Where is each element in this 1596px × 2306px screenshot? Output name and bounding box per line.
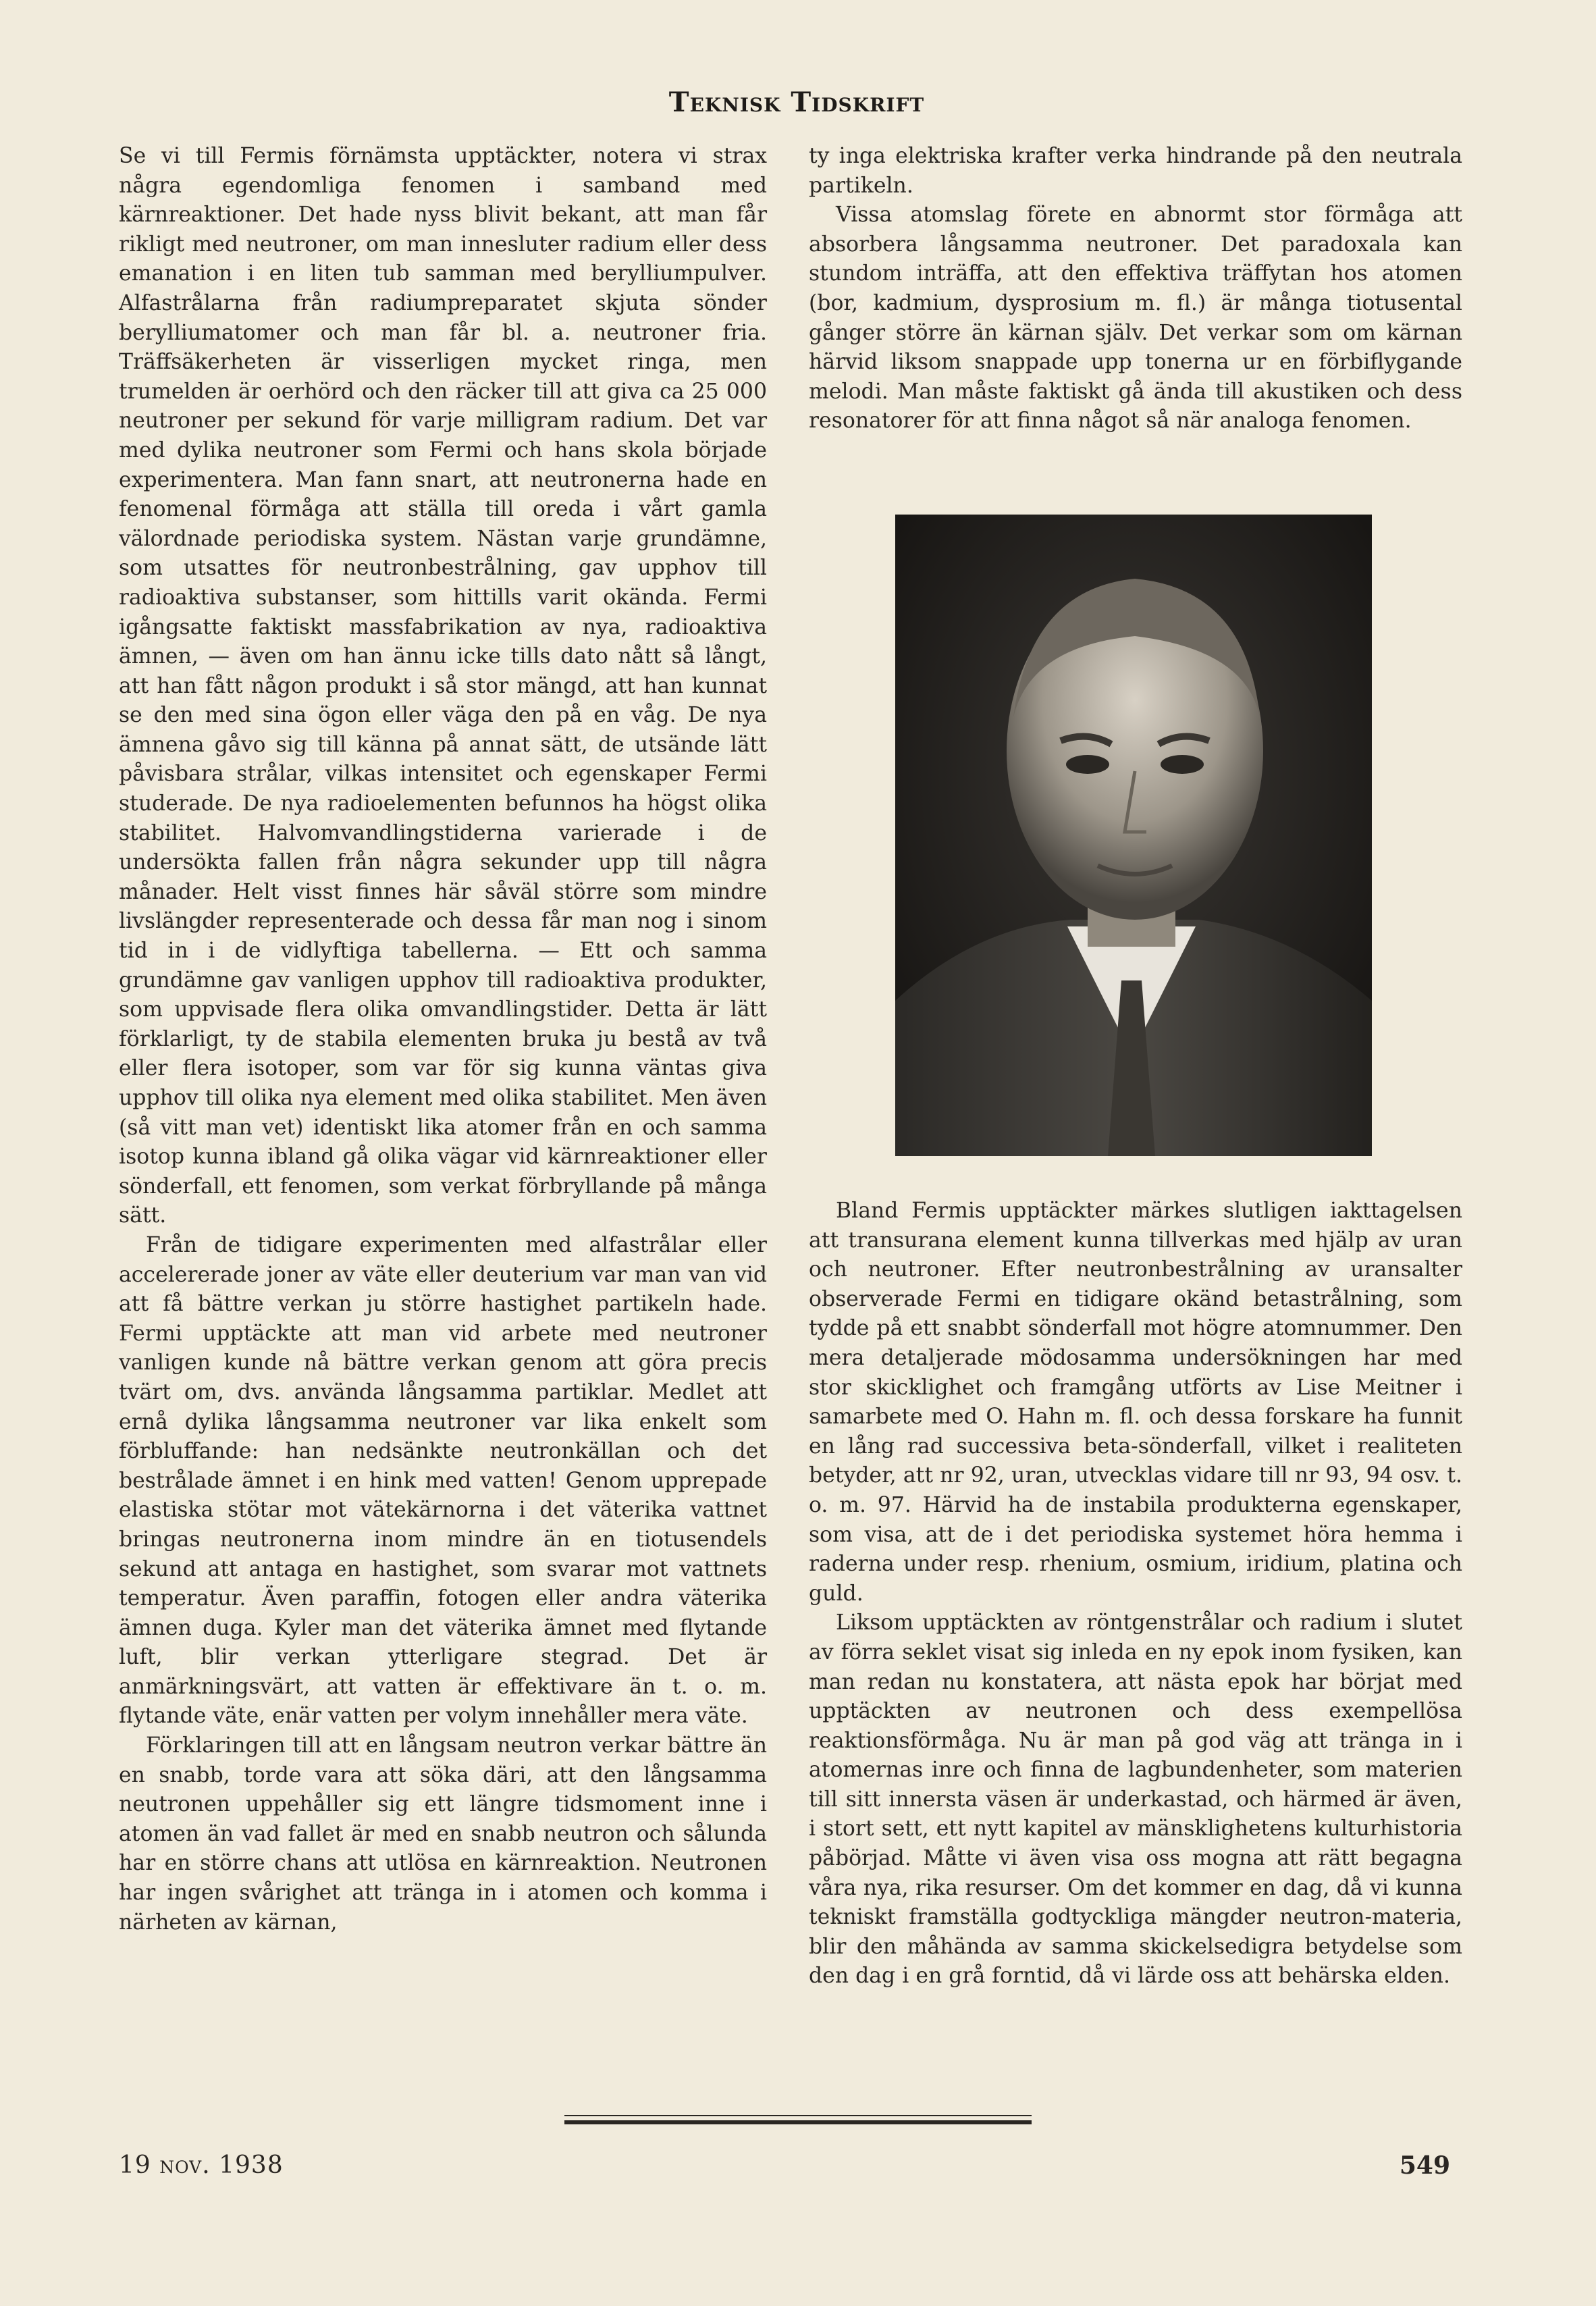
paragraph: Från de tidigare experimenten med alfastrålar eller accelererade joner av väte eller deuterium var man van vid att få bättre verkan ju större hastighet partikeln hade. Fermi upptäckte att man vid arbete med neutroner vanligen kunde nå bättre verkan genom att göra precis tvärt om, dvs. använda långsamma partiklar. Medlet att ernå dylika långsamma neutroner var lika enkelt som förbluffande: han nedsänkte neutronkällan och det bestrålade ämnet i en hink med vatten! Genom upprepade elastiska stötar mot vätekärnorna i det väterika vattnet bringas neutronerna inom mindre än en tiotusendels sekund att antaga en hastighet, som svarar mot vattnets temperatur. Även paraffin, fotogen eller andra väterika ämnen duga. Kyler man det väterika ämnet med flytande luft, blir verkan ytterligare stegrad. Det är anmärkningsvärt, att vatten är effektivare än t. o. m. flytande väte, enär vatten per volym innehåller mera väte. bbox=[119, 1232, 767, 1729]
paragraph: Förklaringen till att en långsam neutron verkar bättre än en snabb, torde vara att söka däri, att den långsamma neutronen uppehåller sig ett längre tidsmoment inne i atomen än vad fallet är med en snabb neutron och sålunda har en större chans att utlösa en kärnreaktion. Neutronen har ingen svårighet att tränga in i atomen och komma i närheten av kärnan, bbox=[119, 1733, 767, 1935]
issue-date: 19 nov. 1938 bbox=[119, 2151, 284, 2179]
paragraph: ty inga elektriska krafter verka hindrande på den neutrala partikeln. bbox=[809, 144, 1462, 198]
left-column bbox=[119, 142, 767, 1937]
rule-thin bbox=[564, 2115, 1032, 2116]
journal-title: Teknisk Tidskrift bbox=[668, 86, 925, 118]
paragraph: Bland Fermis upptäckter märkes slutligen iakttagelsen att transurana element kunna tillverkas med hjälp av uran och neutroner. Efter neutronbestrålning av uransalter observerade Fermi en tidigare okänd betastrålning, som tydde på ett snabbt sönderfall mot högre atomnummer. Den mera detaljerade mödosamma undersökningen har med stor skicklighet och framgång utförts av Lise Meitner i samarbete med O. Hahn m. fl. och dessa forskare ha funnit en lång rad successiva beta-sönderfall, vilket i realiteten betyder, att nr 92, uran, utvecklas vidare till nr 93, 94 osv. t. o. m. 97. Härvid ha de instabila produkterna egenskaper, som visa, att de i det periodiska systemet höra hemma i raderna under resp. rhenium, osmium, iridium, platina och guld. bbox=[809, 1199, 1462, 1606]
right-column-bottom bbox=[809, 1197, 1462, 1991]
right-column-top bbox=[809, 142, 1462, 436]
portrait-photo bbox=[895, 515, 1372, 1156]
footer-rule bbox=[564, 2115, 1032, 2124]
paragraph: Liksom upptäckten av röntgenstrålar och radium i slutet av förra seklet visat sig inleda en ny epok inom fysiken, kan man redan nu konstatera, att nästa epok har börjat med upptäckten av neutronen och dess exempellösa reaktionsförmåga. Nu är man på god väg att tränga in i atomernas inre och finna de lagbundenheter, som materien till sitt innersta väsen är underkastad, och härmed är även, i stort sett, ett nytt kapitel av mänsklighetens kulturhistoria påbörjad. Måtte vi även visa oss mogna att rätt begagna våra nya, rika resurser. Om det kommer en dag, då vi kunna tekniskt framställa godtyckliga mängder neutron-materia, blir den måhända av samma skickelsedigra betydelse som den dag i en grå forntid, då vi lärde oss att behärska elden. bbox=[809, 1610, 1462, 1989]
rule-thick bbox=[564, 2120, 1032, 2124]
paragraph: Se vi till Fermis förnämsta upptäckter, notera vi strax några egendomliga fenomen i samband med kärnreaktioner. Det hade nyss blivit bekant, att man får rikligt med neutroner, om man innesluter radium eller dess emanation i en liten tub samman med berylliumpulver. Alfastrålarna från radiumpreparatet skjuta sönder berylliumatomer och man får bl. a. neutroner fria. Träffsäkerheten är visserligen mycket ringa, men trumelden är oerhörd och den räcker till att giva ca 25 000 neutroner per sekund för varje milligram radium. Det var med dylika neutroner som Fermi och hans skola började experimentera. Man fann snart, att neutronerna hade en fenomenal förmåga att ställa till oreda i vårt gamla välordnade periodiska system. Nästan varje grundämne, som utsattes för neutronbestrålning, gav upphov till radioaktiva substanser, som hittills varit okända. Fermi igångsatte faktiskt massfabrikation av nya, radioaktiva ämnen, — även om han ännu icke tills dato nått så långt, att han fått någon produkt i så stor mängd, att han kunnat se den med sina ögon eller väga den på en våg. De nya ämnena gåvo sig till känna på annat sätt, de utsände lätt påvisbara strålar, vilkas intensitet och egenskaper Fermi studerade. De nya radioelementen befunnos ha högst olika stabilitet. Halvomvandlingstiderna varierade i de undersökta fallen från några sekunder upp till några månader. Helt visst finnes här såväl större som mindre livslängder representerade och dessa får man nog i sinom tid in i de vidlyftiga tabellerna. — Ett och samma grundämne gav vanligen upphov till radioaktiva produkter, som uppvisade flera olika omvandlingstider. Detta är lätt förklarligt, ty de stabila elementen bruka ju bestå av två eller flera isotoper, som var för sig kunna väntas giva upphov till olika nya element med olika stabilitet. Men även (så vitt man vet) identiskt lika atomer från en och samma isotop kunna ibland gå olika vägar vid kärnreaktioner eller sönderfall, ett fenomen, som verkat förbryllande på många sätt. bbox=[119, 144, 767, 1228]
paragraph: Vissa atomslag förete en abnormt stor förmåga att absorbera långsamma neutroner. Det paradoxala kan stundom inträffa, att den effektiva träffytan hos atomen (bor, kadmium, dysprosium m. fl.) är många tiotusental gånger större än kärnan själv. Det verkar som om kärnan härvid liksom snappade upp tonerna ur en förbiflygande melodi. Man måste faktiskt gå ända till akustiken och dess resonatorer för att finna något så när analoga fenomen. bbox=[809, 203, 1462, 434]
page-number: 549 bbox=[1399, 2151, 1450, 2180]
